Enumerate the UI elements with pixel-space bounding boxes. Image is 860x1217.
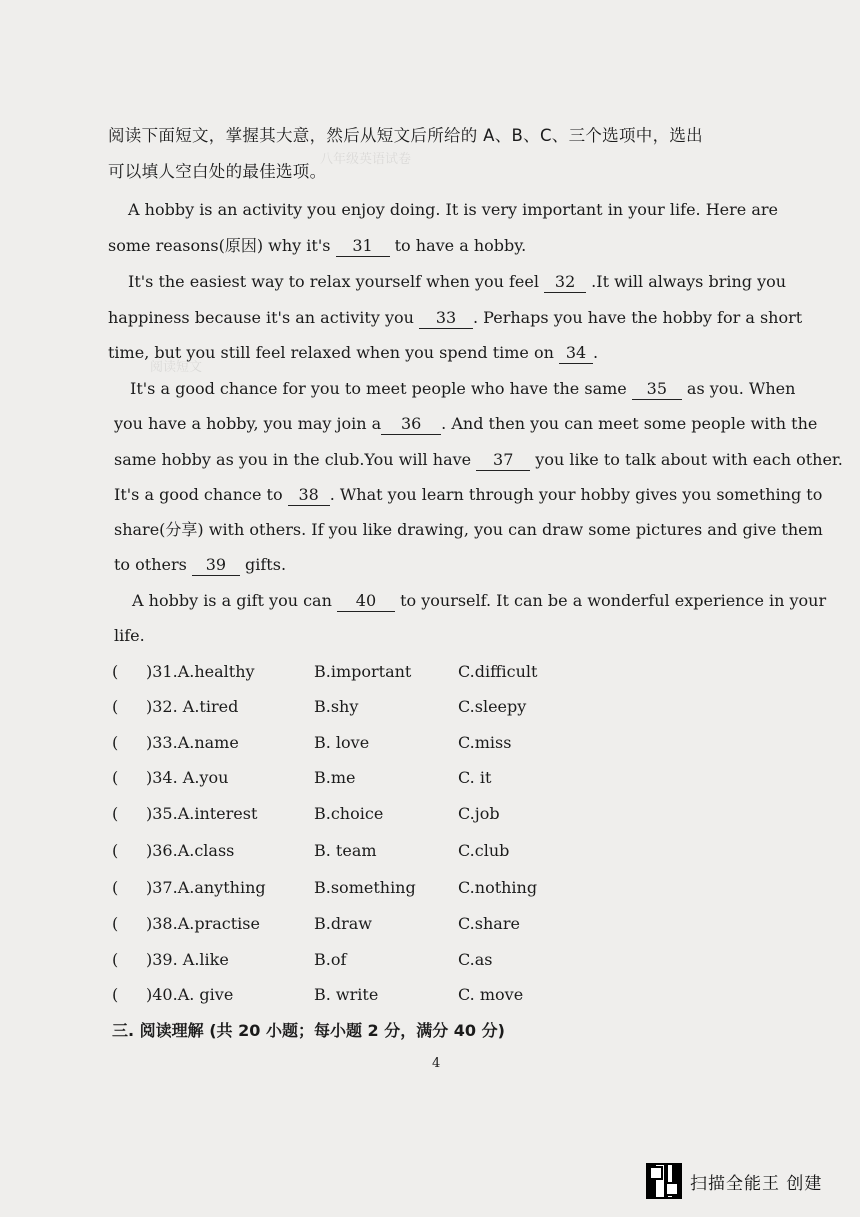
blank-39: 39 xyxy=(192,555,240,576)
passage-line: to others 39 gifts. xyxy=(114,555,287,574)
passage-line: same hobby as you in the club.You will have 37 you like to talk about with each other. xyxy=(114,450,843,469)
bleed-through-text: 阅读短文 xyxy=(150,360,203,375)
passage-line: A hobby is a gift you can 40 to yourself. It can be a wonderful experience in your xyxy=(132,591,827,610)
blank-36: 36 xyxy=(381,414,441,435)
scanner-watermark xyxy=(646,1163,822,1199)
bleed-through-text: 八年级英语试卷 xyxy=(320,152,412,167)
passage-line: It's a good chance to 38 . What you learn through your hobby gives you something to xyxy=(114,485,823,504)
blank-35: 35 xyxy=(632,379,682,400)
instruction-line-1: 阅读下面短文，掌握其大意，然后从短文后所给的 A、B、C、三个选项中，选出 xyxy=(108,126,703,145)
passage-line: It's a good chance for you to meet people who have the same 35 as you. When xyxy=(130,379,796,398)
passage-line: happiness because it's an activity you 33 . Perhaps you have the hobby for a short xyxy=(108,308,803,327)
blank-34: 34 xyxy=(559,343,593,364)
page-number: 4 xyxy=(432,1056,441,1071)
blank-38: 38 xyxy=(288,485,330,506)
exam-page: 八年级英语试卷 阅读短文 阅读下面短文，掌握其大意，然后从短文后所给的 A、B、C、三个选项中，选出 可以填人空白处的最佳选项。 A hobby is an activity you enjoy doing. It is very important in your life. Here are some reasons(原因) why it's 31 to have a hobby. It's the easiest way to relax yourself when you feel 32 .It will always bring you happiness because it's an activity you 33 . Perhaps you have the hobby for a short time, but you still feel relaxed when you spend time on 34 . It's a good chance for you to meet people who have the same 35 as you. When you have a hobby, you may join a 36 . And then you can meet some people with the same hobby as you in the club.You will have 37 you like to talk about with each other. It's a good chance to 38 . What you learn through your hobby gives you something to share(分享) with others. If you like drawing, you can draw some pictures and give them to others 39 gifts. A hobby is a gift you can 40 to yourself. It can be a wonderful experience in your life. ( )31.A.healthy B.important C.difficult ( )32. A.tired B.shy C.sleepy ( )33.A.name B. love C.miss ( )34. A.you B.me C. it ( )35.A.interest B.choice C.job ( )36.A.class B. team C.club ( )37.A.anything B.something C.nothing ( )38.A.practise B.draw C.share ( )39. A.like B.of C.as ( )40.A. give B. write C. move 三. 阅读理解 (共 20 小题；每小题 2 分，满分 40 分) 4 扫描全能王 创建 xyxy=(0,0,860,1217)
blank-31: 31 xyxy=(336,236,390,257)
watermark-label: 扫描全能王 创建 xyxy=(690,1173,823,1194)
qr-code-icon xyxy=(646,1163,682,1199)
section-heading: 三. 阅读理解 (共 20 小题；每小题 2 分，满分 40 分) xyxy=(112,1021,505,1040)
passage-line: life. xyxy=(114,626,145,645)
passage-line: you have a hobby, you may join a 36 . And then you can meet some people with the xyxy=(114,414,818,433)
blank-40: 40 xyxy=(337,591,395,612)
blank-37: 37 xyxy=(476,450,530,471)
passage-line: A hobby is an activity you enjoy doing. It is very important in your life. Here are xyxy=(128,200,778,219)
passage-line: some reasons(原因) why it's 31 to have a hobby. xyxy=(108,236,527,255)
blank-33: 33 xyxy=(419,308,473,329)
instruction-line-2: 可以填人空白处的最佳选项。 xyxy=(108,162,327,181)
passage-line: It's the easiest way to relax yourself when you feel 32 .It will always bring you xyxy=(128,272,787,291)
passage-line: share(分享) with others. If you like drawing, you can draw some pictures and give them xyxy=(114,520,823,539)
blank-32: 32 xyxy=(544,272,586,293)
passage-line: time, but you still feel relaxed when you spend time on 34 . xyxy=(108,343,599,362)
